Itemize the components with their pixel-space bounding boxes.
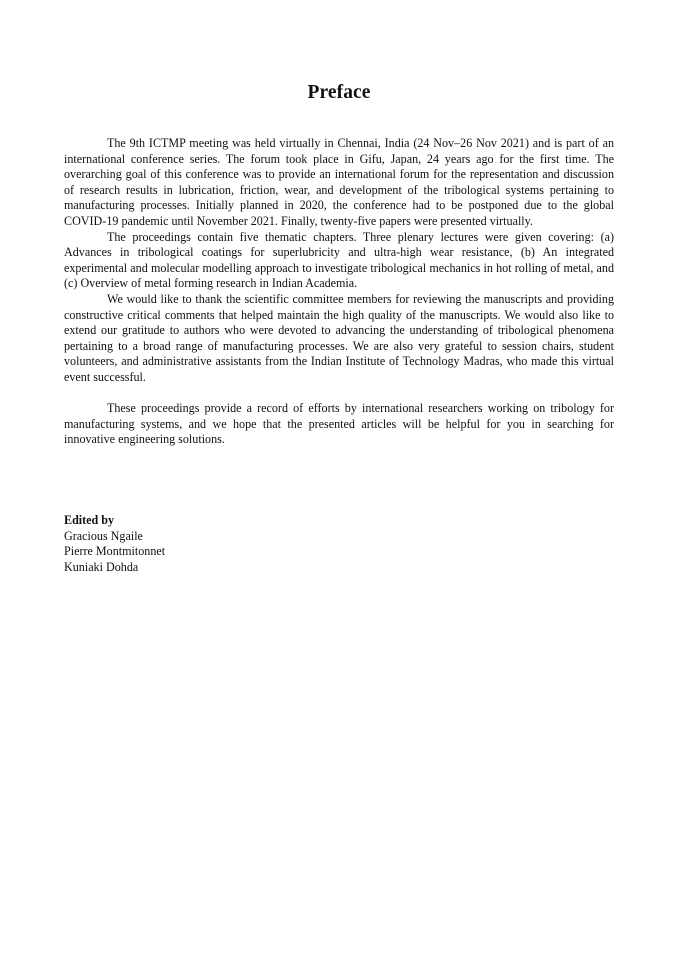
editor-name: Pierre Montmitonnet	[64, 544, 166, 559]
paragraph-thematic-chapters: The proceedings contain five thematic chapters. Three plenary lectures were given covering: (a) Advances in tribological coatings for superlubricity and ultra-high wear resistance, (b) An integrated experimental and molecular modelling approach to investigate tribological mechanics in hot rolling of metal, and (c) Overview of metal forming research in Indian Academia.	[64, 229, 614, 291]
paragraph-acknowledgements: We would like to thank the scientific committee members for reviewing the manuscripts and providing constructive critical comments that helped maintain the high quality of the manuscripts. We would also like to extend our gratitude to authors who were devoted to advancing the understanding of tribological phenomena pertaining to a broad range of manufacturing processes. We are also very grateful to session chairs, student volunteers, and administrative assistants from the Indian Institute of Technology Madras, who made this virtual event successful.	[64, 291, 614, 384]
page-title: Preface	[307, 82, 371, 103]
editors-block	[64, 513, 165, 575]
paragraph-conference-overview: The 9th ICTMP meeting was held virtually in Chennai, India (24 Nov–26 Nov 2021) and is part of an international conference series. The forum took place in Gifu, Japan, 24 years ago for the first time. The overarching goal of this conference was to provide an international forum for the representation and discussion of research results in lubrication, friction, wear, and development of the tribological systems pertaining to manufacturing processes. Initially planned in 2020, the conference had to be postponed due to the global COVID-19 pandemic until November 2021. Finally, twenty-five papers were presented virtually.	[64, 136, 614, 228]
edited-by-label: Edited by	[64, 513, 115, 527]
editor-name: Gracious Ngaile	[64, 528, 143, 543]
paragraph-closing: These proceedings provide a record of efforts by international researchers working on tribology for manufacturing systems, and we hope that the presented articles will be helpful for you in searching for innovative engineering solutions.	[64, 401, 614, 447]
preface-body	[64, 136, 614, 448]
editor-name: Kuniaki Dohda	[64, 559, 139, 574]
